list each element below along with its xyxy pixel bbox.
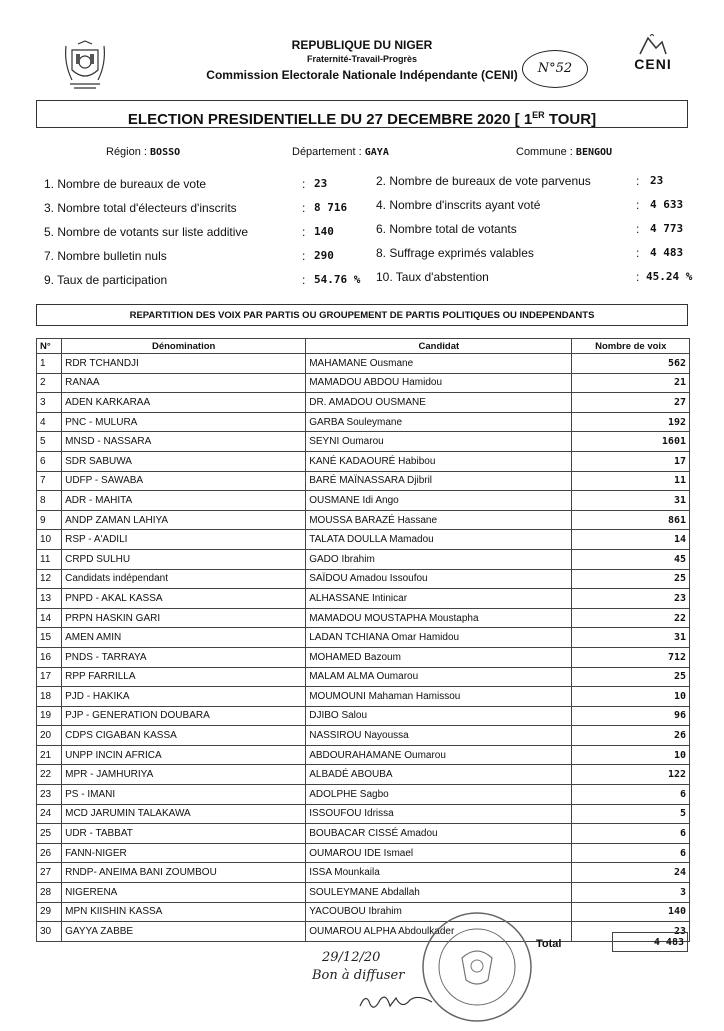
row-number: 24	[37, 804, 62, 824]
stat-label: 5. Nombre de votants sur liste additive	[44, 225, 249, 239]
table-row	[37, 922, 690, 942]
table-row	[37, 785, 690, 805]
row-number: 18	[37, 687, 62, 707]
table-row	[37, 432, 690, 452]
row-candidate: MAMADOU ABDOU Hamidou	[306, 373, 572, 393]
row-party: MCD JARUMIN TALAKAWA	[62, 804, 306, 824]
table-row	[37, 491, 690, 511]
stat-label: 9. Taux de participation	[44, 273, 168, 287]
row-votes: 23	[572, 589, 690, 609]
header-candidat: Candidat	[306, 339, 572, 354]
results-table	[36, 338, 690, 942]
row-party: CRPD SULHU	[62, 549, 306, 569]
row-votes: 25	[572, 569, 690, 589]
row-candidate: ALHASSANE Intinicar	[306, 589, 572, 609]
row-votes: 26	[572, 726, 690, 746]
table-row	[37, 373, 690, 393]
handwritten-note: Bon à diffuser	[312, 968, 405, 983]
row-votes: 96	[572, 706, 690, 726]
row-candidate: ADOLPHE Sagbo	[306, 785, 572, 805]
row-party: Candidats indépendant	[62, 569, 306, 589]
commune-label: Commune :	[516, 146, 576, 158]
signature-icon	[356, 990, 436, 1019]
row-party: MNSD - NASSARA	[62, 432, 306, 452]
document-reference: N°52	[522, 50, 588, 88]
header-number: N°	[37, 339, 62, 354]
stat-label: 3. Nombre total d'électeurs d'inscrits	[44, 201, 237, 215]
row-candidate: OUSMANE Idi Ango	[306, 491, 572, 511]
row-candidate: MOHAMED Bazoum	[306, 647, 572, 667]
row-candidate: DR. AMADOU OUSMANE	[306, 393, 572, 413]
row-number: 14	[37, 608, 62, 628]
table-row	[37, 530, 690, 550]
table-row	[37, 804, 690, 824]
row-votes: 562	[572, 354, 690, 374]
row-party: RSP - A'ADILI	[62, 530, 306, 550]
row-candidate: GADO Ibrahim	[306, 549, 572, 569]
row-candidate: GARBA Souleymane	[306, 412, 572, 432]
row-votes: 712	[572, 647, 690, 667]
table-row	[37, 569, 690, 589]
handwritten-date: 29/12/20	[322, 950, 381, 965]
table-row	[37, 589, 690, 609]
stat-label: 1. Nombre de bureaux de vote	[44, 177, 207, 191]
stat-label: 10. Taux d'abstention	[376, 270, 489, 284]
table-row	[37, 354, 690, 374]
table-row	[37, 667, 690, 687]
row-votes: 17	[572, 451, 690, 471]
row-party: AMEN AMIN	[62, 628, 306, 648]
row-number: 15	[37, 628, 62, 648]
row-votes: 10	[572, 745, 690, 765]
row-number: 16	[37, 647, 62, 667]
row-number: 21	[37, 745, 62, 765]
departement-label: Département :	[292, 146, 365, 158]
row-candidate: SEYNI Oumarou	[306, 432, 572, 452]
row-number: 25	[37, 824, 62, 844]
row-number: 2	[37, 373, 62, 393]
row-party: UDR - TABBAT	[62, 824, 306, 844]
row-number: 23	[37, 785, 62, 805]
table-row	[37, 451, 690, 471]
table-row	[37, 628, 690, 648]
table-row	[37, 902, 690, 922]
header-denomination: Dénomination	[62, 339, 306, 354]
repartition-title: REPARTITION DES VOIX PAR PARTIS OU GROUPEMENT DE PARTIS POLITIQUES OU INDEPENDANTS	[36, 304, 688, 326]
country-name: REPUBLIQUE DU NIGER	[291, 38, 433, 52]
row-number: 29	[37, 902, 62, 922]
row-votes: 31	[572, 491, 690, 511]
row-candidate: OUMAROU ALPHA Abdoulkader	[306, 922, 572, 942]
row-number: 8	[37, 491, 62, 511]
row-votes: 6	[572, 843, 690, 863]
row-party: FANN-NIGER	[62, 843, 306, 863]
row-votes: 14	[572, 530, 690, 550]
stat-label: 7. Nombre bulletin nuls	[44, 249, 167, 263]
row-votes: 24	[572, 863, 690, 883]
row-candidate: MAHAMANE Ousmane	[306, 354, 572, 374]
title-main: ELECTION PRESIDENTIELLE DU 27 DECEMBRE 2020 [ 1	[127, 111, 533, 128]
commune-value: BENGOU	[575, 147, 613, 158]
table-row	[37, 647, 690, 667]
region-label: Région :	[106, 146, 151, 158]
row-votes: 6	[572, 824, 690, 844]
row-number: 20	[37, 726, 62, 746]
row-number: 19	[37, 706, 62, 726]
row-candidate: ISSA Mounkaila	[306, 863, 572, 883]
stat-value: 4 483	[650, 246, 684, 259]
national-motto: Fraternité-Travail-Progrès	[306, 54, 418, 64]
row-party: UDFP - SAWABA	[62, 471, 306, 491]
row-number: 28	[37, 883, 62, 903]
table-row	[37, 393, 690, 413]
row-votes: 122	[572, 765, 690, 785]
row-candidate: YACOUBOU Ibrahim	[306, 902, 572, 922]
row-votes: 140	[572, 902, 690, 922]
row-number: 22	[37, 765, 62, 785]
row-votes: 5	[572, 804, 690, 824]
row-party: PJP - GENERATION DOUBARA	[62, 706, 306, 726]
row-number: 6	[37, 451, 62, 471]
row-candidate: ALBADÉ ABOUBA	[306, 765, 572, 785]
row-votes: 6	[572, 785, 690, 805]
table-row	[37, 706, 690, 726]
row-party: ANDP ZAMAN LAHIYA	[62, 510, 306, 530]
row-party: PNDS - TARRAYA	[62, 647, 306, 667]
row-candidate: BOUBACAR CISSÉ Amadou	[306, 824, 572, 844]
row-number: 27	[37, 863, 62, 883]
row-candidate: KANÉ KADAOURÉ Habibou	[306, 451, 572, 471]
row-number: 5	[37, 432, 62, 452]
table-row	[37, 765, 690, 785]
table-row	[37, 608, 690, 628]
total-label: Total	[536, 938, 562, 950]
table-row	[37, 863, 690, 883]
row-party: RANAA	[62, 373, 306, 393]
table-row	[37, 745, 690, 765]
table-row	[37, 687, 690, 707]
stat-label: 4. Nombre d'inscrits ayant voté	[376, 198, 541, 212]
row-candidate: ABDOURAHAMANE Oumarou	[306, 745, 572, 765]
stat-label: 8. Suffrage exprimés valables	[376, 246, 534, 260]
row-votes: 192	[572, 412, 690, 432]
row-candidate: LADAN TCHIANA Omar Hamidou	[306, 628, 572, 648]
row-votes: 23	[572, 922, 690, 942]
row-votes: 21	[572, 373, 690, 393]
row-number: 1	[37, 354, 62, 374]
row-candidate: ISSOUFOU Idrissa	[306, 804, 572, 824]
row-candidate: SAÏDOU Amadou Issoufou	[306, 569, 572, 589]
row-party: RDR TCHANDJI	[62, 354, 306, 374]
row-party: PJD - HAKIKA	[62, 687, 306, 707]
row-party: SDR SABUWA	[62, 451, 306, 471]
row-number: 26	[37, 843, 62, 863]
row-party: PNPD - AKAL KASSA	[62, 589, 306, 609]
row-party: CDPS CIGABAN KASSA	[62, 726, 306, 746]
row-party: ADEN KARKARAA	[62, 393, 306, 413]
row-number: 13	[37, 589, 62, 609]
stat-value: 290	[314, 249, 334, 262]
row-party: PS - IMANI	[62, 785, 306, 805]
row-number: 11	[37, 549, 62, 569]
table-row	[37, 824, 690, 844]
row-number: 3	[37, 393, 62, 413]
row-candidate: NASSIROU Nayoussa	[306, 726, 572, 746]
stat-value: 45.24 %	[646, 270, 693, 283]
commission-name: Commission Electorale Nationale Indépendante (CENI)	[206, 68, 518, 82]
departement-value: GAYA	[364, 147, 389, 158]
stat-value: 8 716	[314, 201, 348, 214]
row-candidate: BARÉ MAÏNASSARA Djibril	[306, 471, 572, 491]
row-votes: 45	[572, 549, 690, 569]
total-value: 4 483	[612, 932, 688, 952]
row-number: 4	[37, 412, 62, 432]
commune-field	[516, 146, 612, 158]
row-candidate: SOULEYMANE Abdallah	[306, 883, 572, 903]
stat-label: 6. Nombre total de votants	[376, 222, 517, 236]
row-votes: 31	[572, 628, 690, 648]
row-candidate: MOUSSA BARAZÉ Hassane	[306, 510, 572, 530]
table-row	[37, 510, 690, 530]
row-votes: 22	[572, 608, 690, 628]
row-votes: 27	[572, 393, 690, 413]
row-number: 9	[37, 510, 62, 530]
row-votes: 11	[572, 471, 690, 491]
row-number: 7	[37, 471, 62, 491]
title-sup: ER	[532, 110, 545, 120]
row-party: PNC - MULURA	[62, 412, 306, 432]
table-row	[37, 412, 690, 432]
region-field	[106, 146, 180, 158]
row-candidate: DJIBO Salou	[306, 706, 572, 726]
row-party: RNDP- ANEIMA BANI ZOUMBOU	[62, 863, 306, 883]
row-candidate: MALAM ALMA Oumarou	[306, 667, 572, 687]
row-votes: 3	[572, 883, 690, 903]
row-party: UNPP INCIN AFRICA	[62, 745, 306, 765]
row-votes: 1601	[572, 432, 690, 452]
departement-field	[292, 146, 389, 158]
stat-value: 140	[314, 225, 334, 238]
row-party: GAYYA ZABBE	[62, 922, 306, 942]
row-number: 10	[37, 530, 62, 550]
row-candidate: MOUMOUNI Mahaman Hamissou	[306, 687, 572, 707]
ceni-logo-text: CENI	[634, 56, 672, 72]
header-votes: Nombre de voix	[572, 339, 690, 354]
row-party: MPR - JAMHURIYA	[62, 765, 306, 785]
row-votes: 861	[572, 510, 690, 530]
table-row	[37, 726, 690, 746]
stat-value: 54.76 %	[314, 273, 361, 286]
row-party: ADR - MAHITA	[62, 491, 306, 511]
row-party: RPP FARRILLA	[62, 667, 306, 687]
table-row	[37, 843, 690, 863]
row-party: PRPN HASKIN GARI	[62, 608, 306, 628]
row-votes: 10	[572, 687, 690, 707]
table-row	[37, 549, 690, 569]
stat-value: 4 773	[650, 222, 684, 235]
row-number: 30	[37, 922, 62, 942]
stat-value: 23	[650, 174, 664, 187]
row-candidate: OUMAROU IDE Ismael	[306, 843, 572, 863]
table-row	[37, 883, 690, 903]
election-title	[36, 100, 688, 128]
stat-value: 4 633	[650, 198, 684, 211]
row-party: MPN KIISHIN KASSA	[62, 902, 306, 922]
stat-label: 2. Nombre de bureaux de vote parvenus	[376, 174, 591, 188]
table-row	[37, 471, 690, 491]
table-header-row	[37, 339, 690, 354]
row-votes: 25	[572, 667, 690, 687]
row-number: 17	[37, 667, 62, 687]
region-value: BOSSO	[150, 147, 181, 158]
title-end: TOUR]	[544, 111, 597, 128]
row-candidate: MAMADOU MOUSTAPHA Moustapha	[306, 608, 572, 628]
row-number: 12	[37, 569, 62, 589]
row-party: NIGERENA	[62, 883, 306, 903]
stat-value: 23	[314, 177, 328, 190]
row-candidate: TALATA DOULLA Mamadou	[306, 530, 572, 550]
